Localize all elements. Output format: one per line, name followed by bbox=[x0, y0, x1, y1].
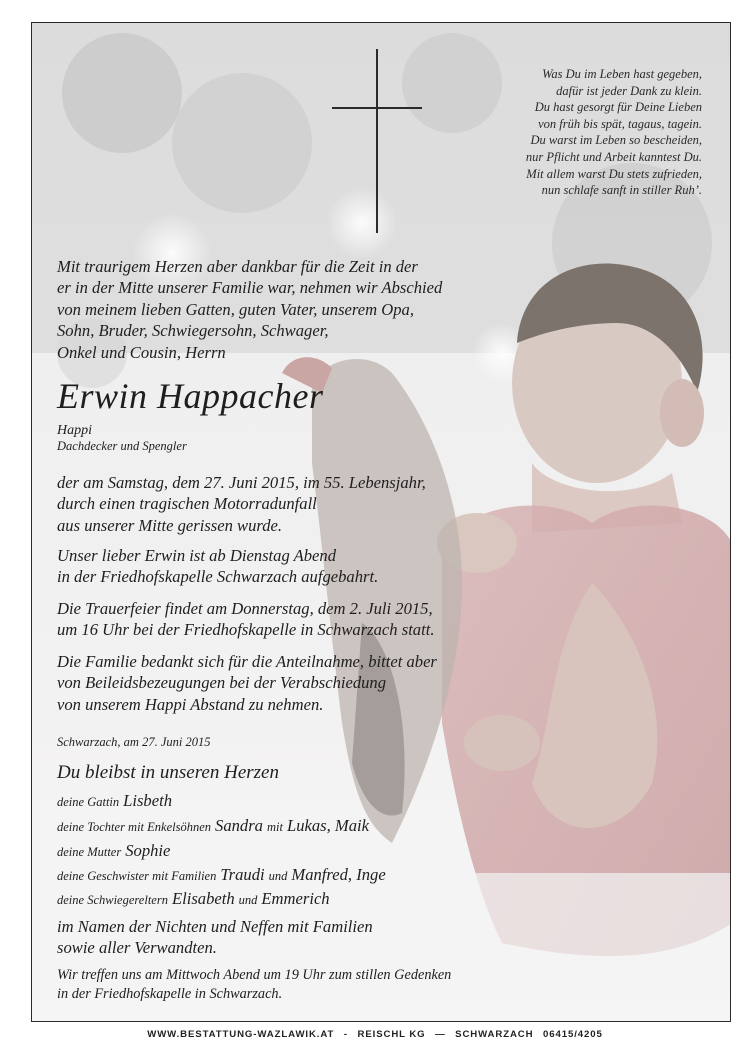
intro-line: Mit traurigem Herzen aber dankbar für die Zeit in der bbox=[57, 257, 418, 276]
poem-line: nun schlafe sanft in stiller Ruh’. bbox=[541, 183, 702, 198]
family-name: Sophie bbox=[125, 841, 171, 860]
family-name: Sandra bbox=[215, 816, 263, 835]
footer-separator: — bbox=[435, 1029, 446, 1040]
footer-town: SCHWARZACH bbox=[455, 1029, 534, 1040]
family-connector: mit bbox=[266, 820, 283, 834]
deceased-name: Erwin Happacher bbox=[57, 376, 324, 416]
memorial-line: in der Friedhofskapelle in Schwarzach. bbox=[57, 986, 283, 1002]
poem bbox=[526, 66, 702, 199]
paragraph-line: von unserem Happi Abstand zu nehmen. bbox=[57, 694, 324, 714]
paragraph-line: der am Samstag, dem 27. Juni 2015, im 55. Lebensjahr, bbox=[57, 473, 426, 492]
paragraph-line: Die Familie bedankt sich für die Anteilnahme, bittet aber bbox=[57, 652, 437, 671]
footer-website: WWW.BESTATTUNG-WAZLAWIK.AT bbox=[147, 1029, 335, 1040]
intro-line: Onkel und Cousin, Herrn bbox=[57, 342, 226, 362]
viewing-paragraph bbox=[57, 545, 378, 588]
death-paragraph bbox=[57, 472, 426, 536]
closing-line: sowie aller Verwandten. bbox=[57, 938, 217, 958]
poem-line: Mit allem warst Du stets zufrieden, bbox=[526, 166, 702, 181]
family-name: Traudi bbox=[220, 865, 265, 884]
family-connector: und bbox=[238, 893, 258, 907]
closing-text bbox=[57, 916, 373, 959]
family-label: deine Schwiegereltern bbox=[57, 893, 168, 907]
footer-company: REISCHL KG bbox=[357, 1029, 426, 1040]
family-label: deine Tochter mit Enkelsöhnen bbox=[57, 820, 212, 834]
family-label: deine Geschwister mit Familien bbox=[57, 869, 217, 883]
thanks-paragraph bbox=[57, 651, 437, 715]
family-label: deine Gattin bbox=[57, 795, 120, 809]
poem-line: Was Du im Leben hast gegeben, bbox=[542, 67, 702, 81]
poem-line: Du hast gesorgt für Deine Lieben bbox=[534, 100, 702, 115]
family-mother bbox=[57, 841, 170, 861]
deceased-profession: Dachdecker und Spengler bbox=[57, 439, 187, 453]
place-date: Schwarzach, am 27. Juni 2015 bbox=[57, 735, 211, 749]
memorial-text bbox=[57, 966, 451, 1004]
ceremony-paragraph bbox=[57, 598, 434, 641]
closing-line: im Namen der Nichten und Neffen mit Familien bbox=[57, 917, 373, 936]
obituary-card bbox=[31, 22, 731, 1022]
paragraph-line: von Beileidsbezeugungen bei der Verabschiedung bbox=[57, 673, 387, 693]
paragraph-line: aus unserer Mitte gerissen wurde. bbox=[57, 515, 283, 535]
paragraph-line: um 16 Uhr bei der Friedhofskapelle in Schwarzach statt. bbox=[57, 620, 435, 640]
cross-icon bbox=[332, 49, 422, 233]
family-wife bbox=[57, 791, 172, 811]
footer bbox=[0, 1029, 750, 1040]
poem-line: von früh bis spät, tagaus, tagein. bbox=[538, 116, 702, 131]
footer-separator: - bbox=[343, 1029, 348, 1040]
mourners-heading: Du bleibst in unseren Herzen bbox=[57, 762, 279, 783]
paragraph-line: durch einen tragischen Motorradunfall bbox=[57, 494, 317, 514]
footer-phone: 06415/4205 bbox=[543, 1029, 603, 1040]
paragraph-line: Unser lieber Erwin ist ab Dienstag Abend bbox=[57, 546, 337, 565]
family-name: Emmerich bbox=[261, 889, 330, 908]
family-name: Lisbeth bbox=[123, 791, 173, 810]
intro-line: von meinem lieben Gatten, guten Vater, unserem Opa, bbox=[57, 299, 414, 319]
family-label: deine Mutter bbox=[57, 845, 122, 859]
family-connector: und bbox=[268, 869, 288, 883]
family-inlaws bbox=[57, 889, 330, 909]
intro-text bbox=[57, 256, 442, 363]
paragraph-line: in der Friedhofskapelle Schwarzach aufgebahrt. bbox=[57, 567, 379, 587]
poem-line: nur Pflicht und Arbeit kanntest Du. bbox=[525, 149, 702, 164]
deceased-nickname: Happi bbox=[57, 423, 92, 438]
family-name: Elisabeth bbox=[171, 889, 235, 908]
family-daughter bbox=[57, 816, 369, 836]
poem-line: Du warst im Leben so bescheiden, bbox=[530, 133, 702, 148]
memorial-line: Wir treffen uns am Mittwoch Abend um 19 Uhr zum stillen Gedenken bbox=[57, 967, 452, 983]
family-name: Lukas, Maik bbox=[286, 816, 370, 835]
paragraph-line: Die Trauerfeier findet am Donnerstag, dem 2. Juli 2015, bbox=[57, 599, 433, 618]
poem-line: dafür ist jeder Dank zu klein. bbox=[556, 83, 702, 98]
intro-line: er in der Mitte unserer Familie war, nehmen wir Abschied bbox=[57, 278, 443, 298]
family-siblings bbox=[57, 865, 386, 885]
family-name: Manfred, Inge bbox=[291, 865, 386, 884]
intro-line: Sohn, Bruder, Schwiegersohn, Schwager, bbox=[57, 321, 329, 341]
